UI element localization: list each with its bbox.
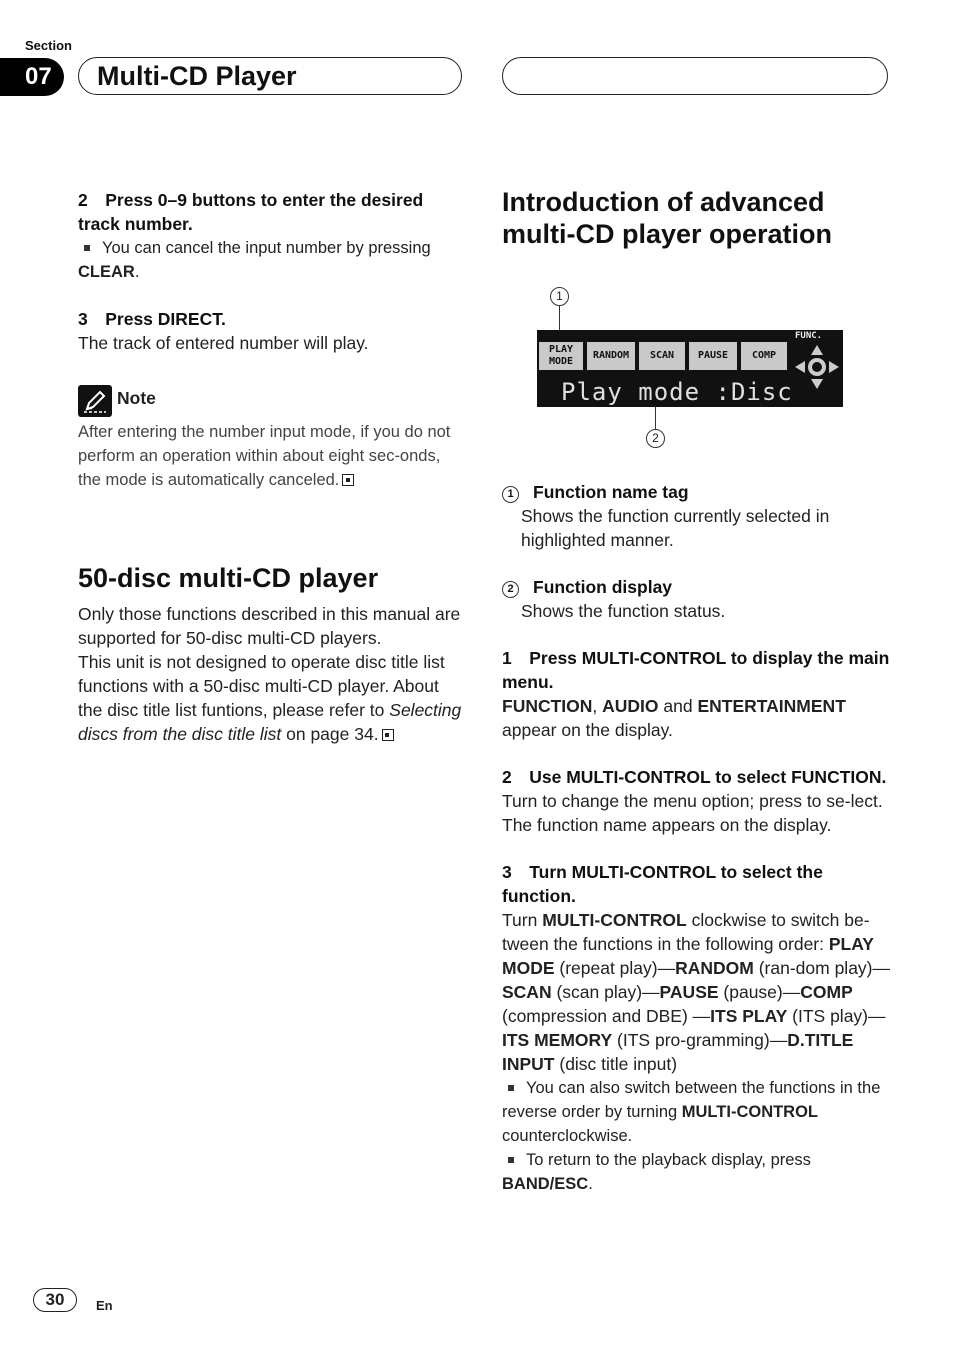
tag-pause: PAUSE [689,342,737,370]
intro-heading-block [502,186,890,250]
tag-random: RANDOM [587,342,635,370]
note-pencil-icon [78,385,112,417]
disc50-section [78,562,466,746]
callout-2-line [655,407,656,429]
tag-play-mode: PLAY MODE [539,342,583,370]
legend-1-body: Shows the function currently selected in highlighted manner. [521,506,830,550]
page-number: 30 [33,1288,77,1312]
header-blank-pill [502,57,888,95]
disc50-heading: 50-disc multi-CD player [78,563,379,593]
section-title: Multi-CD Player [78,57,462,95]
section-number: 07 [0,58,64,96]
bullet-square-icon [508,1157,514,1163]
legend-1-heading: 1 Function name tag [502,480,890,504]
right-step-2-body-1: Turn to change the menu option; press to se-lect. [502,791,883,811]
end-mark-icon [382,729,394,741]
step-3-body: The track of entered number will play. [78,333,369,353]
right-step-2-heading: 2 Use MULTI-CONTROL to select FUNCTION. [502,767,887,787]
step-3-heading: 3 Press DIRECT. [78,309,226,329]
intro-heading: Introduction of advanced multi-CD player operation [502,187,833,249]
disc50-body-1: Only those functions described in this manual are supported for 50-disc multi-CD players. [78,604,461,648]
bullet-square-icon [84,245,90,251]
disc50-body-2: This unit is not designed to operate disc title list functions with a 50-disc multi-CD player. About the disc title list funtions, please refer to Selecting discs from the disc title list on page 34. [78,652,462,744]
figure-callout-1: 1 [550,287,569,306]
note-label: Note [117,388,156,408]
multi-control-joystick-icon [793,343,841,391]
right-step-3-body: Turn MULTI-CONTROL clockwise to switch be-tween the functions in the following order: PLAY MODE (repeat play)—RANDOM (ran-dom play)—SCAN (scan play)—PAUSE (pause)—COMP (compression and DBE) —ITS PLAY (ITS play)—ITS MEMORY (ITS pro-gramming)—D.TITLE INPUT (disc title input) [502,910,891,1074]
right-step-3-bullet-2: To return to the playback display, press BAND/ESC. [502,1151,811,1193]
figure-callout-2: 2 [646,429,665,448]
left-column [78,188,466,355]
language-label: En [96,1298,113,1313]
legend-2-heading: 2 Function display [502,575,890,599]
tag-scan: SCAN [639,342,685,370]
right-step-2-body-2: The function name appears on the display. [502,815,832,835]
right-step-1-body: FUNCTION, AUDIO and ENTERTAINMENT appear on the display. [502,696,846,740]
end-mark-icon [342,474,354,486]
circled-number-1: 1 [502,486,519,503]
circled-number-2: 2 [502,581,519,598]
right-step-3-heading: 3 Turn MULTI-CONTROL to select the function. [502,862,823,906]
right-step-3-bullet-1: You can also switch between the functions in the reverse order by turning MULTI-CONTROL counterclockwise. [502,1079,881,1145]
bullet-square-icon [508,1085,514,1091]
right-step-1-heading: 1 Press MULTI-CONTROL to display the main menu. [502,648,890,692]
note-body: After entering the number input mode, if you do not perform an operation within about eight sec-onds, the mode is automatically canceled. [78,423,451,489]
step-2-bullet: You can cancel the input number by pressing CLEAR. [78,239,431,281]
func-label: FUNC. [795,331,823,341]
lcd-display-figure [537,330,843,407]
step-2-heading: 2 Press 0–9 buttons to enter the desired track number. [78,190,424,234]
function-display-text: Play mode :Disc [561,378,793,406]
legend-2-body: Shows the function status. [521,601,726,621]
right-column-text [502,480,890,1196]
tag-comp: COMP [741,342,787,370]
section-label: Section [25,38,72,53]
